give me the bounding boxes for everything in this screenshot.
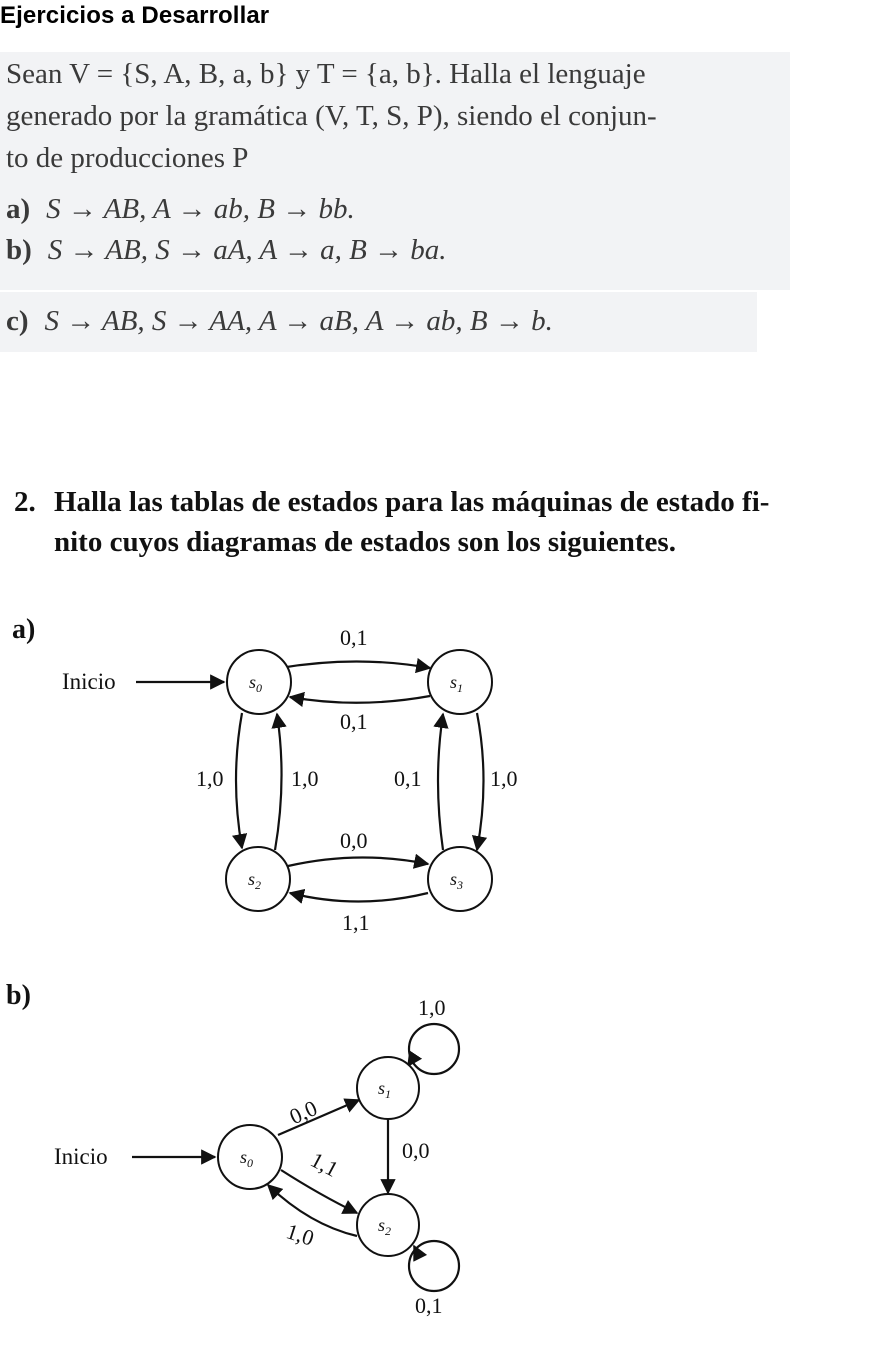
state-a-s1-label: $s_1$	[450, 672, 464, 695]
diagram-a-label: a)	[12, 614, 36, 645]
edge-label-b-s0-s2: 1,1	[306, 1146, 343, 1182]
edge-a-s3-s1	[438, 714, 443, 850]
edge-label-b-s2-s0: 1,0	[283, 1218, 318, 1251]
state-a-s3-label: $s_3$	[450, 869, 464, 892]
diagram-a	[62, 625, 518, 935]
edge-a-s0-s1	[280, 662, 430, 669]
diagram-b	[54, 995, 459, 1318]
edge-a-s0-s2	[236, 713, 242, 848]
edge-label-a-s1-s3: 1,0	[490, 766, 518, 791]
problem1-intro-line-1: Sean V = {S, A, B, a, b} y T = {a, b}. Halla el lenguaje	[6, 58, 646, 90]
production-rules: S → AB, S → aA, A → a, B → ba.	[47, 234, 447, 266]
edge-b-s1-self-loop	[409, 1024, 459, 1074]
edge-label-a-s3-s2: 1,1	[342, 910, 370, 935]
edge-b-s2-self-loop	[409, 1241, 459, 1291]
edge-a-s2-s0	[275, 714, 282, 850]
edge-label-b-s2-self: 0,1	[415, 1293, 443, 1318]
edge-label-a-s2-s0: 1,0	[291, 766, 319, 791]
state-a-s3	[428, 847, 492, 911]
edge-a-s1-s0	[290, 696, 430, 703]
problem2-line-2: nito cuyos diagramas de estados son los siguientes.	[54, 526, 676, 558]
diagram-a-start-label: Inicio	[62, 669, 116, 694]
edge-label-a-s1-s0: 0,1	[340, 709, 368, 734]
edge-label-a-s0-s2: 1,0	[196, 766, 224, 791]
item-label: b)	[6, 234, 32, 266]
state-b-s2	[357, 1194, 419, 1256]
state-a-s2-label: $s_2$	[248, 869, 262, 892]
state-b-s0-label: $s_0$	[240, 1147, 254, 1170]
edge-label-a-s3-s1: 0,1	[394, 766, 422, 791]
state-b-s0	[218, 1125, 282, 1189]
page-heading: Ejercicios a Desarrollar	[0, 2, 270, 29]
edge-a-s2-s3	[288, 857, 428, 866]
edge-label-a-s0-s1: 0,1	[340, 625, 368, 650]
problem-number: 2.	[14, 486, 36, 518]
state-a-s0-label: $s_0$	[249, 672, 263, 695]
state-b-s2-label: $s_2$	[378, 1215, 392, 1238]
item-label: a)	[6, 193, 31, 225]
state-a-s1	[428, 650, 492, 714]
problem2-line-1: Halla las tablas de estados para las máquinas de estado fi-	[54, 486, 770, 518]
state-b-s1-label: $s_1$	[378, 1078, 392, 1101]
edge-label-b-s1-s2: 0,0	[402, 1138, 430, 1163]
problem1-intro-line-2: generado por la gramática (V, T, S, P), siendo el conjun-	[6, 100, 657, 132]
edge-label-b-s0-s1: 0,0	[285, 1095, 321, 1130]
item-label: c)	[6, 305, 29, 337]
state-a-s2	[226, 847, 290, 911]
edge-a-s3-s2	[290, 893, 428, 902]
edge-label-b-s1-self: 1,0	[418, 995, 446, 1020]
state-a-s0	[227, 650, 291, 714]
diagram-b-start-label: Inicio	[54, 1144, 108, 1169]
edge-a-s1-s3	[477, 713, 484, 850]
state-b-s1	[357, 1057, 419, 1119]
problem1-intro-line-3: to de producciones P	[6, 142, 249, 174]
diagram-b-label: b)	[6, 980, 31, 1011]
production-rules: S → AB, S → AA, A → aB, A → ab, B → b.	[44, 305, 553, 337]
production-rules: S → AB, A → ab, B → bb.	[46, 193, 355, 225]
edge-label-a-s2-s3: 0,0	[340, 828, 368, 853]
